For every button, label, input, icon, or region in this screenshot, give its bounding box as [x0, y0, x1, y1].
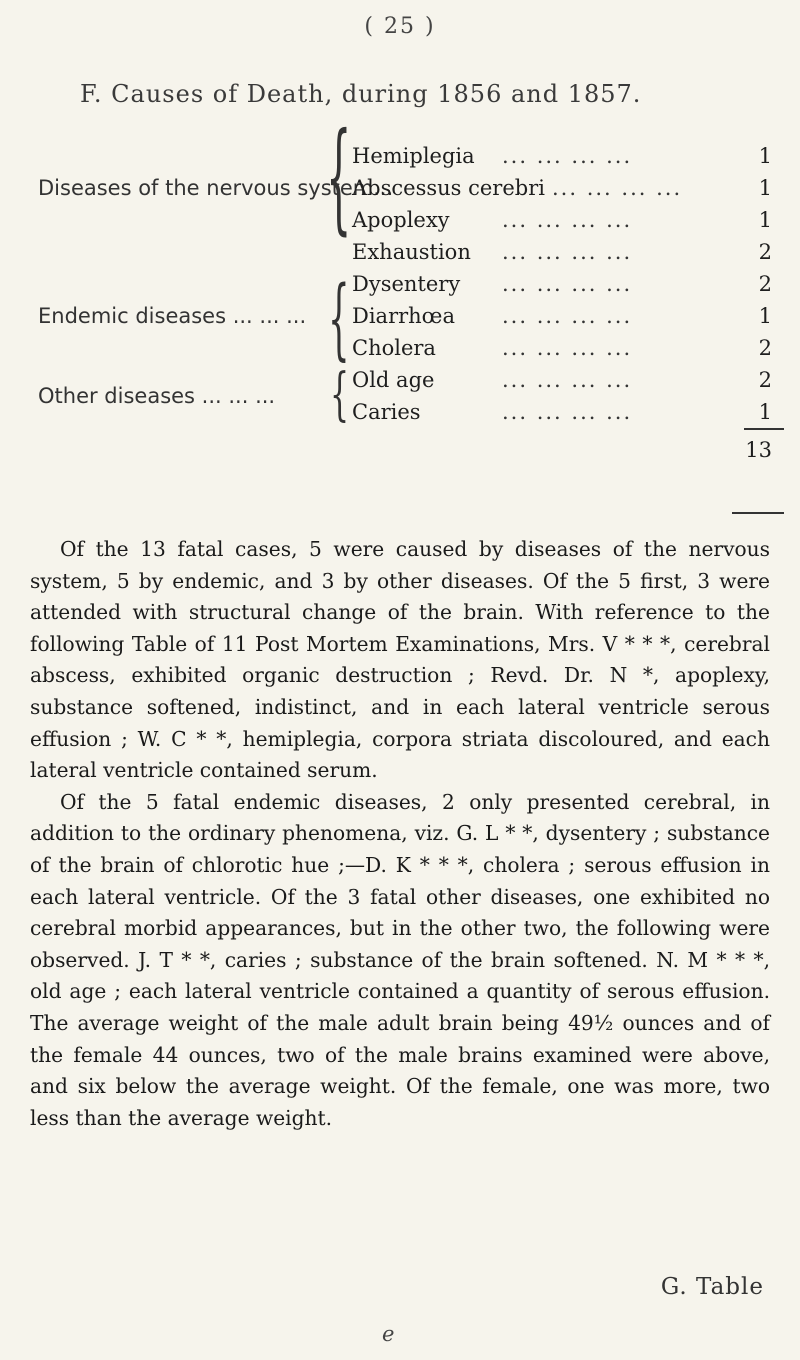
group-label-endemic: Endemic diseases ... ... ...	[38, 304, 307, 328]
table-row	[352, 240, 772, 268]
paragraph: Of the 5 fatal endemic diseases, 2 only presented cerebral, in addition to the ordinary phenomena, viz. G. L * *, dysentery ; substance of the brain of chlorotic hue ;—D. K * * *, cholera ; serous effusion in each lateral ventricle. Of the 3 fatal other diseases, one exhibited no cerebral morbid appearances, but in the other two, the following were observed. J. T * *, caries ; substance of the brain softened. N. M * * *, old age ; each lateral ventricle contained a quantity of serous effusion. The average weight of the male adult brain being 49½ ounces and of the female 44 ounces, two of the male brains examined were above, and six below the average weight. Of the female, one was more, two less than the average weight.	[30, 789, 770, 1130]
total-rule-bottom	[732, 512, 784, 514]
death-count: 1	[758, 400, 772, 424]
group-label-nervous: Diseases of the nervous system...	[38, 176, 394, 200]
disease-name: Hemiplegia	[352, 144, 475, 168]
leader-dots: ... ... ... ...	[502, 400, 633, 424]
disease-name: Dysentery	[352, 272, 461, 296]
table-row	[352, 400, 772, 428]
death-count: 1	[758, 208, 772, 232]
group-label-other: Other diseases ... ... ...	[38, 384, 276, 408]
leader-dots: ... ... ... ...	[502, 336, 633, 360]
leader-dots: ... ... ... ...	[552, 176, 683, 200]
signature-mark: e	[382, 1322, 395, 1346]
death-count: 2	[758, 368, 772, 392]
disease-name: Exhaustion	[352, 240, 471, 264]
brace-nervous: {	[326, 110, 352, 248]
leader-dots: ... ... ... ...	[502, 208, 633, 232]
disease-name: Cholera	[352, 336, 436, 360]
table-row	[352, 336, 772, 364]
total-count: 13	[745, 438, 772, 462]
table-row	[352, 272, 772, 300]
section-heading: F. Causes of Death, during 1856 and 1857.	[80, 80, 642, 108]
table-row	[352, 208, 772, 236]
disease-name: Apoplexy	[352, 208, 450, 232]
table-row	[352, 304, 772, 332]
paragraph: Of the 13 fatal cases, 5 were caused by diseases of the nervous system, 5 by endemic, and 3 by other diseases. Of the 5 first, 3 were attended with structural change of the brain. With reference to the following Table of 11 Post Mortem Examinations, Mrs. V * * *, cerebral abscess, exhibited organic destruction ; Revd. Dr. N *, apoplexy, substance softened, indistinct, and in each lateral ventricle serous effusion ; W. C * *, hemiplegia, corpora striata discoloured, and each lateral ventricle contained serum.	[30, 537, 770, 783]
death-count: 1	[758, 304, 772, 328]
table-row	[352, 176, 772, 204]
catchword: G. Table	[660, 1274, 764, 1300]
body-text	[30, 534, 770, 1134]
page-number: ( 25 )	[364, 14, 436, 39]
table-row	[352, 144, 772, 172]
leader-dots: ... ... ... ...	[502, 240, 633, 264]
death-count: 1	[758, 144, 772, 168]
leader-dots: ... ... ... ...	[502, 368, 633, 392]
death-count: 1	[758, 176, 772, 200]
leader-dots: ... ... ... ...	[502, 272, 633, 296]
death-count: 2	[758, 272, 772, 296]
death-count: 2	[758, 240, 772, 264]
table-row	[352, 368, 772, 396]
disease-name: Abscessus cerebri	[352, 176, 545, 200]
disease-name: Caries	[352, 400, 421, 424]
death-count: 2	[758, 336, 772, 360]
disease-name: Diarrhœa	[352, 304, 455, 328]
disease-name: Old age	[352, 368, 435, 392]
brace-endemic: {	[328, 268, 350, 372]
leader-dots: ... ... ... ...	[502, 144, 633, 168]
total-rule-top	[744, 428, 784, 430]
leader-dots: ... ... ... ...	[502, 304, 633, 328]
brace-other: {	[330, 362, 350, 429]
